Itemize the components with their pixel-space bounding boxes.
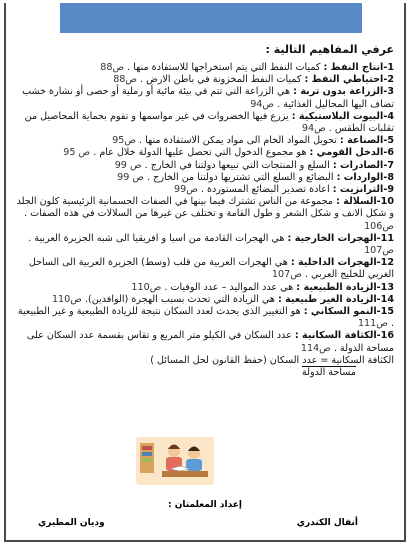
page-reference: ص107 <box>271 269 302 281</box>
item-number: 7- <box>383 159 394 171</box>
item-number: 6- <box>383 147 394 159</box>
item-term: الهجرات الخارجية : <box>287 232 377 244</box>
definition-item <box>16 233 394 257</box>
item-term: الصادرات : <box>332 159 384 171</box>
item-definition: اعادة تصدير البضائع المستوردة . <box>200 184 333 196</box>
definition-item <box>16 172 394 184</box>
item-number: 2- <box>383 74 394 86</box>
page-reference: ص88 <box>100 62 125 73</box>
item-term: الزراعة بدون تربة : <box>293 86 384 98</box>
item-definition: هي الهجرات العربية من قلب (وسط) الجزيرة العربية الى الساحل الغربي للخليج العربي . <box>28 257 394 281</box>
item-term: الزيادة الطبيعية : <box>296 281 377 293</box>
formula-denominator: مساحة الدولة <box>301 367 356 379</box>
definition-item <box>16 62 394 74</box>
definitions-section <box>16 43 394 379</box>
definition-item <box>16 86 394 110</box>
formula-text: الكثافة السكانية = عدد السكان <box>269 354 394 366</box>
definition-item <box>16 196 394 233</box>
item-number: 9- <box>383 184 394 196</box>
page-reference: ص88 <box>113 74 138 86</box>
item-definition: هو مجموع الدخول التي تحصل عليها الدولة خلال عام . <box>93 147 310 159</box>
section-heading: عرفي المفاهيم التالية : <box>265 43 394 56</box>
definition-item <box>16 135 394 147</box>
definition-item <box>16 257 394 281</box>
item-number: 14- <box>376 293 394 305</box>
teacher-name-right: أنفال الكندري <box>296 518 358 528</box>
item-definition: هي الهجرات القادمة من اسيا و افريقيا الى شبه الجزيرة العربية . <box>28 232 288 244</box>
page-reference: ص110 <box>51 293 82 305</box>
item-term: انتاج النفط : <box>323 62 384 73</box>
definition-item <box>16 160 394 172</box>
item-definition: عدد السكان في الكيلو متر المربع و تقاس بقسمة عدد السكان على مساحة الدولة . <box>26 330 394 354</box>
item-definition: هي الزيادة التي تحدث بسبب الهجرة (الوافدين). <box>84 293 278 305</box>
item-term: الواردات : <box>336 171 384 183</box>
definition-item <box>16 111 394 135</box>
definition-item <box>16 184 394 196</box>
item-term: احتياطي النفط : <box>304 74 384 86</box>
definition-item <box>16 306 394 330</box>
page-reference: ص110 <box>131 281 162 293</box>
item-definition: مجموعة من الناس تشترك فيما بينها في الصفات الجسمانية الرئيسية كلون الجلد و شكل الانف و شكل الشعر و طول القامة و تختلف عن غيرها من السلالات في هذه الصفات . <box>16 196 394 220</box>
page-reference: ص 99 <box>114 159 142 171</box>
worksheet-page <box>4 3 406 542</box>
item-number: 4- <box>383 110 394 122</box>
page-reference: ص111 <box>357 318 388 330</box>
item-definition: هو التغيير الذي يحدث لعدد السكان نتيجة للزيادة الطبيعية و غير الطبيعية . <box>17 306 394 330</box>
item-definition: البضائع و السلع التي تشتريها دولتنا من الخارج . <box>147 171 337 183</box>
item-definition: هي عدد المواليد – عدد الوفيات . <box>164 281 297 293</box>
formula-note: (حفظ القانون لحل المسائل ) <box>150 354 267 366</box>
item-definition: السلع و المنتجات التي تبيعها دولتنا في الخارج . <box>144 159 333 171</box>
density-formula <box>16 355 394 367</box>
item-term: الهجرات الداخلية : <box>290 257 377 269</box>
item-number: 8- <box>383 171 394 183</box>
item-number: 11- <box>376 232 394 244</box>
children-reading-illustration <box>134 435 216 487</box>
item-number: 3- <box>383 86 394 98</box>
page-reference: ص107 <box>364 245 394 257</box>
item-term: الصناعة : <box>339 135 384 147</box>
item-term: الدخل القومي : <box>309 147 384 159</box>
definition-item <box>16 294 394 306</box>
page-reference: ص99 <box>173 184 198 196</box>
item-term: السلالة : <box>336 196 377 208</box>
item-definition: تحويل المواد الخام الى مواد يمكن الاستفادة منها . <box>139 135 340 147</box>
teacher-name-left: وديان المطيري <box>38 518 105 528</box>
header-banner <box>60 3 362 33</box>
page-reference: ص 95 <box>63 147 91 159</box>
item-number: 16- <box>376 330 394 342</box>
definition-item <box>16 282 394 294</box>
page-reference: ص 99 <box>117 171 145 183</box>
item-term: الترانزيت : <box>332 184 384 196</box>
item-number: 13- <box>376 281 394 293</box>
page-reference: ص94 <box>250 98 275 110</box>
page-reference: ص94 <box>301 123 326 135</box>
item-definition: يزرع فيها الخضروات في غير مواسمها و تقوم بحماية المحاصيل من تقلبات الطقس . <box>24 110 394 135</box>
item-number: 5- <box>383 135 394 147</box>
item-term: البيوت البلاستيكية : <box>291 110 384 122</box>
page-reference: ص114 <box>300 342 331 354</box>
item-number: 1- <box>383 62 394 73</box>
item-number: 10- <box>376 196 394 208</box>
definition-item <box>16 74 394 86</box>
definitions-list <box>16 62 394 355</box>
item-term: الزيادة الغير طبيعية : <box>277 293 377 305</box>
item-definition: كميات النفط التي يتم استخراجها للاستفادة منها . <box>127 62 324 73</box>
item-term: النمو السكاني : <box>303 306 377 318</box>
item-definition: هي الزراعة التي تتم في بيئة مائية أو رملية أو حصى أو نشارة خشب تضاف اليها المحاليل الغذائية . <box>22 86 394 110</box>
item-number: 12- <box>376 257 394 269</box>
prepared-by-label: إعداد المعلمتان : <box>167 500 243 510</box>
definition-item <box>16 147 394 159</box>
definition-item <box>16 330 394 354</box>
page-reference: ص95 <box>112 135 136 147</box>
item-number: 15- <box>376 306 394 318</box>
page-reference: ص106 <box>364 220 394 232</box>
item-term: الكثافة السكانية : <box>294 330 377 342</box>
item-definition: كميات النفط المخزونة في باطن الارض . <box>140 74 305 86</box>
